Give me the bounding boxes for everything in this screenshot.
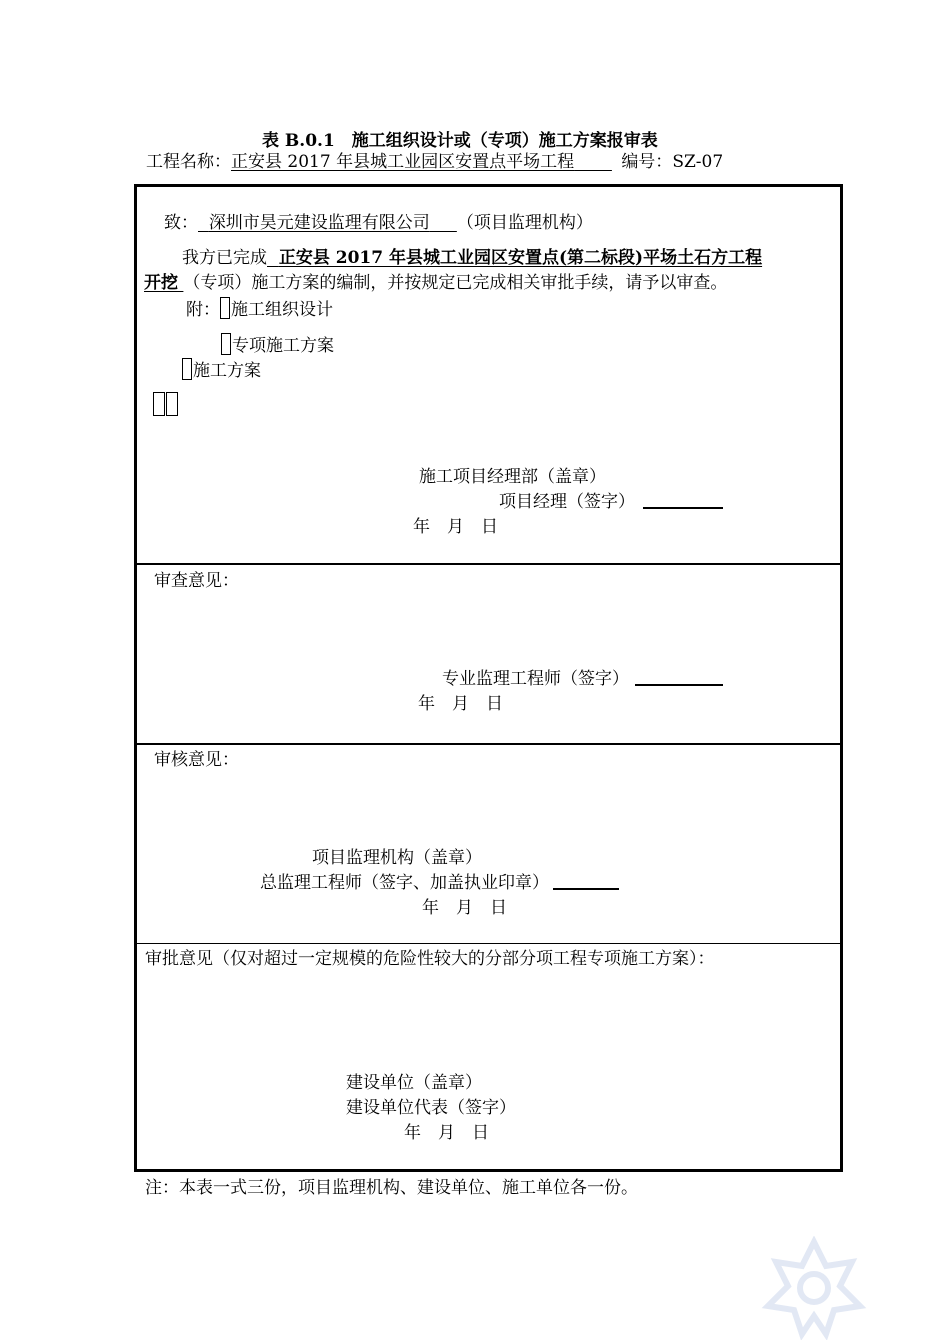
to-org-lead (198, 213, 209, 233)
attach-label: 附： (186, 300, 220, 320)
to-suffix: （项目监理机构） (456, 213, 593, 233)
divider-3 (134, 943, 843, 944)
attach-line-2 (221, 333, 334, 357)
watermark-logo (760, 1236, 868, 1340)
to-org: 深圳市昊元建设监理有限公司 (208, 213, 430, 233)
form-title: 表 B.0.1 施工组织设计或（专项）施工方案报审表 (262, 131, 658, 151)
section3-date: 年 月 日 (422, 898, 507, 918)
checkbox-org-design[interactable] (220, 297, 230, 319)
body-project-lead (267, 248, 279, 268)
attach-plan: 施工方案 (193, 361, 261, 381)
attach-org-design: 施工组织设计 (231, 300, 333, 320)
to-label: 致： (164, 213, 198, 233)
footer-note: 注：本表一式三份，项目监理机构、建设单位、施工单位各一份。 (145, 1178, 638, 1198)
body-line-1 (182, 247, 762, 269)
manager-signature-line[interactable] (643, 507, 723, 509)
number-label: 编号： (621, 152, 673, 172)
section1-date: 年 月 日 (413, 517, 498, 537)
manager-line (499, 491, 723, 513)
divider-1 (134, 563, 843, 565)
checkbox-extra-2[interactable] (166, 392, 178, 416)
attach-line-1 (186, 297, 333, 321)
to-org-tail (430, 213, 457, 233)
empty-checkboxes (153, 392, 179, 416)
checkbox-special-plan[interactable] (221, 333, 231, 355)
checkbox-extra-1[interactable] (153, 392, 165, 416)
section4-date: 年 月 日 (404, 1123, 489, 1143)
body-project-2: 开挖 (144, 273, 178, 293)
project-label: 工程名称： (146, 152, 231, 172)
approval-heading: 审批意见（仅对超过一定规模的危险性较大的分部分项工程专项施工方案）： (145, 949, 715, 969)
audit-heading: 审核意见： (154, 750, 239, 770)
body-project-1: 正安县 2017 年县城工业园区安置点(第二标段)平场土石方工程 (278, 248, 763, 268)
body-line-2 (144, 272, 727, 294)
chief-line (260, 872, 619, 894)
project-name-blank (574, 152, 612, 172)
build-rep-line: 建设单位代表（签字） (346, 1098, 516, 1118)
build-unit-line: 建设单位（盖章） (346, 1073, 482, 1093)
checkbox-plan[interactable] (182, 358, 192, 380)
review-heading: 审查意见： (154, 571, 239, 591)
to-line (164, 212, 593, 234)
chief-signature-line[interactable] (553, 888, 619, 890)
dept-line: 施工项目经理部（盖章） (419, 467, 606, 487)
engineer-line (442, 668, 723, 690)
chief-label: 总监理工程师（签字、加盖执业印章） (260, 873, 549, 893)
attach-line-3 (182, 358, 261, 382)
project-name: 正安县 2017 年县城工业园区安置点平场工程 (231, 152, 575, 172)
engineer-signature-line[interactable] (635, 684, 723, 686)
manager-label: 项目经理（签字） (499, 492, 635, 512)
divider-2 (134, 743, 843, 745)
number-value: SZ-07 (672, 152, 724, 172)
section2-date: 年 月 日 (418, 694, 503, 714)
body-prefix: 我方已完成 (182, 248, 267, 268)
engineer-label: 专业监理工程师（签字） (442, 669, 629, 689)
supervision-org-line: 项目监理机构（盖章） (312, 848, 482, 868)
attach-special-plan: 专项施工方案 (232, 336, 334, 356)
body-suffix: （专项）施工方案的编制，并按规定已完成相关审批手续，请予以审查。 (183, 273, 728, 293)
project-line (146, 151, 723, 173)
